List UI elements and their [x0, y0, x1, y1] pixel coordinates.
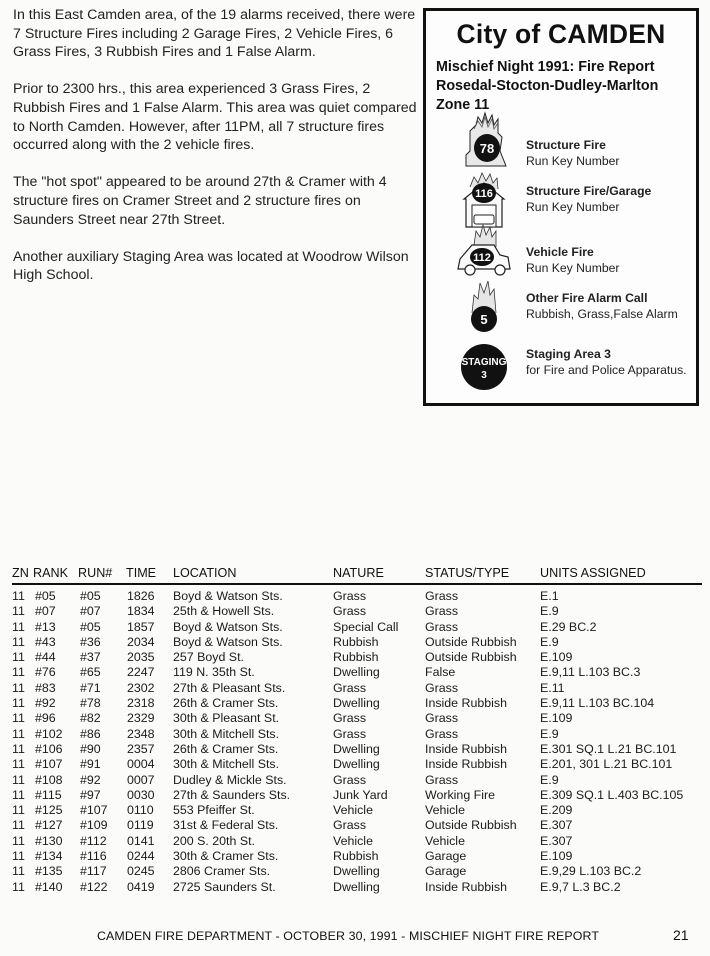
- cell-status-type: Inside Rubbish: [425, 741, 507, 756]
- cell-nature: Grass: [333, 726, 367, 741]
- cell-zn: 11: [12, 589, 25, 603]
- cell-zn: 11: [12, 634, 25, 649]
- cell-time: 2035: [127, 650, 155, 665]
- cell-zn: 11: [12, 772, 25, 787]
- cell-time: 0004: [127, 757, 155, 772]
- cell-location: 30th & Mitchell Sts.: [173, 757, 280, 772]
- cell-location: 26th & Cramer Sts.: [173, 741, 279, 756]
- cell-rank: #43: [35, 634, 56, 649]
- cell-location: 30th & Pleasant St.: [173, 711, 280, 726]
- cell-run: #112: [80, 833, 107, 848]
- cell-nature: Junk Yard: [333, 787, 388, 802]
- cell-location: Boyd & Watson Sts.: [173, 634, 283, 649]
- cell-zn: 11: [12, 787, 25, 802]
- legend-item-staging-area: [426, 341, 696, 401]
- cell-time: 1826: [127, 589, 155, 603]
- cell-units-assigned: E.307: [540, 818, 573, 833]
- legend-box: [423, 8, 699, 406]
- table-row: [12, 864, 702, 879]
- cell-status-type: Inside Rubbish: [425, 879, 507, 894]
- cell-rank: #134: [35, 849, 63, 864]
- cell-status-type: Inside Rubbish: [425, 696, 507, 711]
- cell-nature: Rubbish: [333, 634, 379, 649]
- cell-status-type: Vehicle: [425, 833, 465, 848]
- table-row: [12, 727, 702, 742]
- cell-location: 30th & Cramer Sts.: [173, 849, 279, 864]
- cell-units-assigned: E.9,7 L.3 BC.2: [540, 879, 621, 894]
- cell-rank: #96: [35, 711, 56, 726]
- legend-subtitle: Mischief Night 1991: Fire Report: [436, 59, 655, 75]
- cell-status-type: Outside Rubbish: [425, 818, 517, 833]
- cell-run: #117: [80, 864, 107, 879]
- header-run: RUN#: [78, 566, 113, 580]
- cell-location: 257 Boyd St.: [173, 650, 244, 665]
- legend-item-title: Other Fire Alarm Call: [526, 291, 648, 305]
- cell-time: 0245: [127, 864, 155, 879]
- other-fire-icon: [452, 277, 516, 337]
- table-row: [12, 757, 702, 772]
- intro-paragraph: The "hot spot" appeared to be around 27th & Cramer with 4 structure fires on Cramer Street and 2 structure fires on Saunders Street near 27th Street.: [13, 174, 387, 228]
- cell-status-type: Outside Rubbish: [425, 634, 517, 649]
- cell-nature: Dwelling: [333, 757, 380, 772]
- cell-status-type: False: [425, 665, 456, 680]
- fire-run-table: [12, 566, 702, 895]
- cell-time: 2034: [127, 634, 155, 649]
- cell-time: 0007: [127, 772, 155, 787]
- cell-location: 27th & Saunders Sts.: [173, 787, 291, 802]
- structure-fire-icon: [452, 111, 516, 171]
- cell-run: #07: [80, 604, 101, 619]
- cell-run: #92: [80, 772, 101, 787]
- cell-time: 1857: [127, 619, 155, 634]
- cell-nature: Dwelling: [333, 696, 380, 711]
- cell-nature: Vehicle: [333, 803, 373, 818]
- cell-nature: Rubbish: [333, 849, 379, 864]
- cell-time: 2302: [127, 680, 155, 695]
- cell-time: 0419: [127, 879, 155, 894]
- cell-status-type: Garage: [425, 864, 467, 879]
- legend-item-other-fire: [426, 277, 696, 337]
- page-number: 21: [673, 927, 689, 943]
- legend-item-title: Structure Fire: [526, 138, 606, 152]
- cell-units-assigned: E.11: [540, 680, 565, 695]
- legend-item-desc: for Fire and Police Apparatus.: [526, 362, 687, 377]
- cell-run: #82: [80, 711, 101, 726]
- intro-text: [13, 6, 418, 304]
- cell-location: 26th & Cramer Sts.: [173, 696, 279, 711]
- cell-rank: #44: [35, 650, 56, 665]
- cell-status-type: Grass: [425, 619, 459, 634]
- cell-status-type: Working Fire: [425, 787, 495, 802]
- cell-zn: 11: [12, 757, 25, 772]
- cell-time: 2357: [127, 741, 155, 756]
- table-row: [12, 681, 702, 696]
- cell-rank: #102: [35, 726, 63, 741]
- table-row: [12, 604, 702, 619]
- cell-zn: 11: [12, 696, 25, 711]
- cell-units-assigned: E.9: [540, 772, 559, 787]
- header-zn: ZN: [12, 566, 29, 580]
- cell-rank: #115: [35, 787, 62, 802]
- cell-units-assigned: E.9: [540, 604, 559, 619]
- cell-status-type: Grass: [425, 772, 459, 787]
- cell-zn: 11: [12, 650, 25, 665]
- cell-status-type: Grass: [425, 589, 459, 603]
- cell-run: #122: [80, 879, 108, 894]
- staging-badge-number: 3: [481, 370, 487, 381]
- cell-location: 27th & Pleasant Sts.: [173, 680, 286, 695]
- cell-time: 2348: [127, 726, 155, 741]
- cell-nature: Rubbish: [333, 650, 379, 665]
- header-nature: NATURE: [333, 566, 384, 580]
- staging-badge-label: STAGING: [461, 357, 507, 368]
- cell-time: 1834: [127, 604, 155, 619]
- cell-status-type: Garage: [425, 849, 467, 864]
- vehicle-fire-icon: [452, 221, 516, 281]
- cell-zn: 11: [12, 879, 25, 894]
- cell-status-type: Inside Rubbish: [425, 757, 507, 772]
- cell-rank: #106: [35, 741, 63, 756]
- cell-rank: #83: [35, 680, 56, 695]
- cell-time: 2329: [127, 711, 155, 726]
- cell-time: 0141: [127, 833, 155, 848]
- cell-units-assigned: E.9: [540, 726, 559, 741]
- cell-run: #05: [80, 619, 101, 634]
- cell-run: #37: [80, 650, 101, 665]
- cell-nature: Dwelling: [333, 864, 380, 879]
- cell-rank: #130: [35, 833, 63, 848]
- cell-location: 30th & Mitchell Sts.: [173, 726, 280, 741]
- cell-zn: 11: [12, 849, 25, 864]
- legend-zone: Zone 11: [436, 97, 490, 113]
- intro-paragraph: In this East Camden area, of the 19 alarms received, there were 7 Structure Fires including 2 Garage Fires, 2 Vehicle Fires, 6 Grass Fires, 3 Rubbish Fires and 1 False Alarm.: [13, 7, 416, 61]
- cell-zn: 11: [12, 741, 25, 756]
- staging-area-icon: [452, 341, 516, 401]
- table-row: [12, 620, 702, 635]
- cell-rank: #76: [35, 665, 56, 680]
- cell-run: #91: [80, 757, 101, 772]
- cell-rank: #125: [35, 803, 63, 818]
- legend-item-desc: Run Key Number: [526, 199, 620, 214]
- cell-time: 0030: [127, 787, 155, 802]
- legend-item-vehicle-fire: [426, 221, 696, 281]
- cell-run: #36: [80, 634, 101, 649]
- cell-zn: 11: [12, 604, 25, 619]
- cell-location: 553 Pfeiffer St.: [173, 803, 255, 818]
- cell-units-assigned: E.29 BC.2: [540, 619, 597, 634]
- cell-zn: 11: [12, 864, 25, 879]
- cell-units-assigned: E.209: [540, 803, 573, 818]
- cell-location: Boyd & Watson Sts.: [173, 619, 283, 634]
- table-row: [12, 742, 702, 757]
- header-time: TIME: [126, 566, 157, 580]
- cell-nature: Dwelling: [333, 741, 380, 756]
- cell-time: 0244: [127, 849, 155, 864]
- header-status-type: STATUS/TYPE: [425, 566, 510, 580]
- cell-units-assigned: E.301 SQ.1 L.21 BC.101: [540, 741, 677, 756]
- table-row: [12, 880, 702, 895]
- cell-nature: Grass: [333, 680, 367, 695]
- legend-item-title: Vehicle Fire: [526, 245, 594, 259]
- cell-location: Dudley & Mickle Sts.: [173, 772, 287, 787]
- table-row: [12, 788, 702, 803]
- legend-item-title: Staging Area 3: [526, 347, 611, 361]
- cell-units-assigned: E.201, 301 L.21 BC.101: [540, 757, 673, 772]
- header-units-assigned: UNITS ASSIGNED: [540, 566, 646, 580]
- structure-fire-badge: 78: [479, 141, 495, 156]
- cell-time: 0110: [127, 803, 154, 818]
- cell-rank: #140: [35, 879, 63, 894]
- cell-time: 2247: [127, 665, 155, 680]
- garage-fire-badge: 116: [475, 188, 493, 200]
- cell-zn: 11: [12, 711, 25, 726]
- cell-rank: #92: [35, 696, 56, 711]
- cell-run: #65: [80, 665, 101, 680]
- legend-item-title: Structure Fire/Garage: [526, 184, 652, 198]
- cell-location: 2806 Cramer Sts.: [173, 864, 271, 879]
- legend-item-desc: Run Key Number: [526, 260, 620, 275]
- cell-location: 2725 Saunders St.: [173, 879, 276, 894]
- legend-title: City of CAMDEN: [456, 19, 666, 49]
- cell-units-assigned: E.307: [540, 833, 573, 848]
- cell-nature: Grass: [333, 772, 367, 787]
- table-row: [12, 834, 702, 849]
- cell-status-type: Grass: [425, 726, 459, 741]
- cell-status-type: Grass: [425, 604, 459, 619]
- cell-units-assigned: E.9,29 L.103 BC.2: [540, 864, 642, 879]
- cell-nature: Grass: [333, 604, 367, 619]
- cell-run: #107: [80, 803, 108, 818]
- cell-units-assigned: E.9,11 L.103 BC.3: [540, 665, 641, 680]
- cell-zn: 11: [12, 619, 25, 634]
- cell-status-type: Grass: [425, 680, 459, 695]
- table-row: [12, 711, 702, 726]
- cell-units-assigned: E.9: [540, 634, 559, 649]
- cell-location: 119 N. 35th St.: [173, 665, 255, 680]
- cell-zn: 11: [12, 803, 25, 818]
- cell-status-type: Outside Rubbish: [425, 650, 517, 665]
- cell-nature: Grass: [333, 589, 367, 603]
- cell-zn: 11: [12, 680, 25, 695]
- cell-run: #05: [80, 589, 101, 603]
- cell-status-type: Grass: [425, 711, 459, 726]
- cell-run: #78: [80, 696, 101, 711]
- cell-rank: #13: [35, 619, 56, 634]
- cell-run: #90: [80, 741, 101, 756]
- cell-zn: 11: [12, 833, 25, 848]
- cell-units-assigned: E.109: [540, 650, 573, 665]
- cell-units-assigned: E.109: [540, 849, 573, 864]
- cell-run: #116: [80, 849, 107, 864]
- cell-zn: 11: [12, 726, 25, 741]
- cell-zn: 11: [12, 818, 25, 833]
- cell-nature: Dwelling: [333, 665, 380, 680]
- table-row: [12, 773, 702, 788]
- table-row: [12, 589, 702, 604]
- cell-run: #71: [80, 680, 101, 695]
- table-row: [12, 665, 702, 680]
- cell-location: 31st & Federal Sts.: [173, 818, 279, 833]
- cell-run: #97: [80, 787, 101, 802]
- cell-rank: #108: [35, 772, 63, 787]
- cell-units-assigned: E.9,11 L.103 BC.104: [540, 696, 655, 711]
- cell-time: 2318: [127, 696, 155, 711]
- cell-rank: #135: [35, 864, 63, 879]
- header-rank: RANK: [33, 566, 68, 580]
- table-row: [12, 635, 702, 650]
- table-row: [12, 803, 702, 818]
- cell-rank: #05: [35, 589, 56, 603]
- intro-paragraph: Prior to 2300 hrs., this area experienced 3 Grass Fires, 2 Rubbish Fires and 1 False Alarm. This area was quiet compared to North Camden. However, after 11PM, all 7 structure fires occurred along with the 2 vehicle fires.: [13, 81, 417, 154]
- cell-location: 200 S. 20th St.: [173, 833, 255, 848]
- legend-item-structure-fire: [426, 111, 696, 171]
- cell-location: 25th & Howell Sts.: [173, 604, 275, 619]
- cell-rank: #07: [35, 604, 56, 619]
- table-header: [12, 566, 702, 585]
- cell-run: #109: [80, 818, 108, 833]
- cell-run: #86: [80, 726, 101, 741]
- page-footer: CAMDEN FIRE DEPARTMENT - OCTOBER 30, 1991 - MISCHIEF NIGHT FIRE REPORT: [97, 929, 600, 943]
- cell-nature: Special Call: [333, 619, 399, 634]
- legend-item-desc: Run Key Number: [526, 153, 620, 168]
- cell-location: Boyd & Watson Sts.: [173, 589, 283, 603]
- table-body: [12, 589, 702, 895]
- table-row: [12, 849, 702, 864]
- cell-nature: Vehicle: [333, 833, 373, 848]
- cell-units-assigned: E.309 SQ.1 L.403 BC.105: [540, 787, 684, 802]
- vehicle-fire-badge: 112: [473, 252, 491, 264]
- cell-units-assigned: E.1: [540, 589, 559, 603]
- cell-units-assigned: E.109: [540, 711, 573, 726]
- legend-item-desc: Rubbish, Grass,False Alarm: [526, 306, 678, 321]
- other-fire-badge: 5: [480, 312, 488, 327]
- cell-nature: Grass: [333, 818, 367, 833]
- cell-rank: #107: [35, 757, 63, 772]
- cell-nature: Dwelling: [333, 879, 380, 894]
- cell-zn: 11: [12, 665, 25, 680]
- table-row: [12, 818, 702, 833]
- legend-area: Rosedal-Stocton-Dudley-Marlton: [436, 78, 659, 94]
- intro-paragraph: Another auxiliary Staging Area was located at Woodrow Wilson High School.: [13, 248, 409, 284]
- cell-time: 0119: [127, 818, 154, 833]
- cell-nature: Grass: [333, 711, 367, 726]
- table-row: [12, 696, 702, 711]
- cell-status-type: Vehicle: [425, 803, 465, 818]
- table-row: [12, 650, 702, 665]
- header-location: LOCATION: [173, 566, 237, 580]
- cell-rank: #127: [35, 818, 63, 833]
